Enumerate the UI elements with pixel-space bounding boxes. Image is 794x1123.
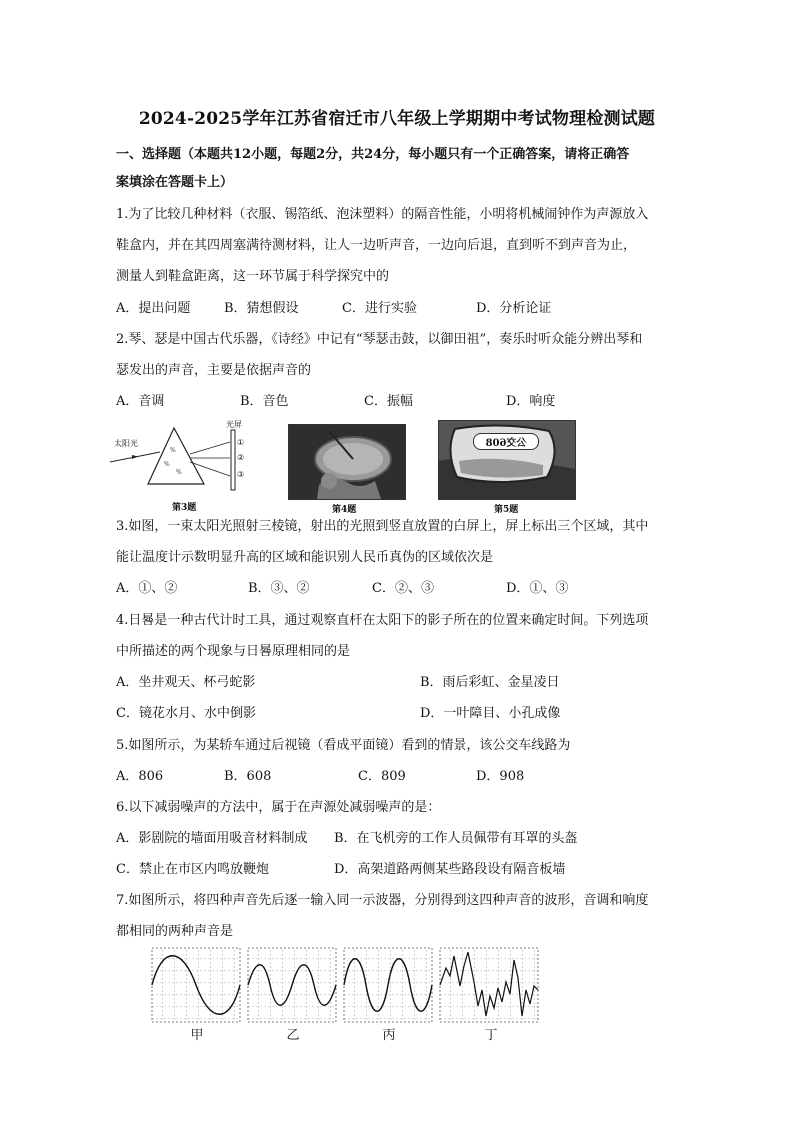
prism-figure [108,418,248,498]
screen-label: 光屏 [226,420,242,429]
q7-stem-line1: 7.如图所示，将四种声音先后逐一输入同一示波器，分别得到这四种声音的波形，音调和响度 [116,893,649,908]
q2-stem-line1: 2.琴、瑟是中国古代乐器，《诗经》中记有“琴瑟击鼓，以御田祖”，奏乐时听众能分辨出琴和 [116,332,643,347]
wave-label-bing: 丙 [382,1028,396,1043]
zone-1-label: ① [237,438,245,447]
zone-2-label: ② [237,453,245,462]
q2-option-b: B．音色 [240,394,289,409]
sundial-photo [288,424,406,500]
figure5-caption: 第5题 [494,505,519,515]
q7-stem-line2: 都相同的两种声音是 [116,924,234,939]
figure4-caption: 第4题 [332,505,357,515]
q3-option-d: D．①、③ [506,581,569,596]
q5-option-d: D．908 [476,769,525,784]
section-heading-line2: 案填涂在答题卡上） [116,175,234,190]
q2-option-c: C．振幅 [364,394,413,409]
sunlight-label: 太阳光 [114,439,138,448]
q5-stem-line1: 5.如图所示，为某轿车通过后视镜（看成平面镜）看到的情景，该公交车线路为 [116,738,571,753]
q5-option-b: B．608 [224,769,272,784]
q1-stem-line2: 鞋盒内，并在其四周塞满待测材料，让人一边听声音，一边向后退，直到听不到声音为止， [116,238,637,253]
q3-stem-line1: 3.如图，一束太阳光照射三棱镜，射出的光照到竖直放置的白屏上，屏上标出三个区域，其中 [116,519,649,534]
q4-option-a: A．坐井观天、杯弓蛇影 [116,675,256,690]
wave-label-jia: 甲 [190,1028,204,1043]
q6-option-c: C．禁止在市区内鸣放鞭炮 [116,862,269,877]
q1-stem-line3: 测量人到鞋盒距离，这一环节属于科学探究中的 [116,269,390,284]
q3-option-b: B．③、② [248,581,310,596]
q4-option-b: B．雨后彩虹、金星凌日 [420,675,560,690]
mirror-photo [438,420,576,500]
mirror-sign-text: 公交608 [473,433,539,450]
q1-option-d: D．分析论证 [476,301,552,316]
section-heading-line1: 一、选择题（本题共12小题，每题2分，共24分，每小题只有一个正确答案，请将正确答 [116,147,630,162]
q6-option-b: B．在飞机旁的工作人员佩带有耳罩的头盔 [334,831,578,846]
q4-option-d: D．一叶障目、小孔成像 [420,706,561,721]
q4-stem-line1: 4.日晷是一种古代计时工具，通过观察直杆在太阳下的影子所在的位置来确定时间。下列选项 [116,613,649,628]
svg-text:%: % [176,469,182,476]
q1-option-c: C．进行实验 [342,301,417,316]
q1-stem-line1: 1.为了比较几种材料（衣服、锡箔纸、泡沫塑料）的隔音性能，小明将机械闹钟作为声源放入 [116,207,649,222]
q3-stem-line2: 能让温度计示数明显升高的区域和能识别人民币真伪的区域依次是 [116,550,494,565]
q2-stem-line2: 瑟发出的声音，主要是依据声音的 [116,363,312,378]
q4-option-c: C．镜花水月、水中倒影 [116,706,256,721]
q5-option-a: A．806 [116,769,164,784]
prism-diagram [108,418,248,498]
figure3-caption: 第3题 [172,503,197,513]
svg-text:%: % [164,461,170,468]
q4-stem-line2: 中所描述的两个现象与日晷原理相同的是 [116,644,351,659]
q5-option-c: C．809 [358,769,406,784]
q2-option-d: D．响度 [506,394,556,409]
q1-option-b: B．猜想假设 [224,301,299,316]
q3-option-a: A．①、② [116,581,178,596]
q6-option-a: A．影剧院的墙面用吸音材料制成 [116,831,308,846]
waveforms-figure [150,946,542,1043]
q6-stem-line1: 6.以下减弱噪声的方法中，属于在声源处减弱噪声的是： [116,800,441,815]
wave-label-yi: 乙 [286,1028,300,1043]
q2-option-a: A．音调 [116,394,165,409]
waveforms-diagram [150,946,542,1030]
q6-option-d: D．高架道路两侧某些路段设有隔音板墙 [334,862,566,877]
q1-option-a: A．提出问题 [116,301,191,316]
page-title: 2024-2025学年江苏省宿迁市八年级上学期期中考试物理检测试题 [138,109,656,129]
svg-text:%: % [170,447,176,454]
wave-label-ding: 丁 [484,1028,498,1043]
q3-option-c: C．②、③ [372,581,434,596]
zone-3-label: ③ [237,470,245,479]
